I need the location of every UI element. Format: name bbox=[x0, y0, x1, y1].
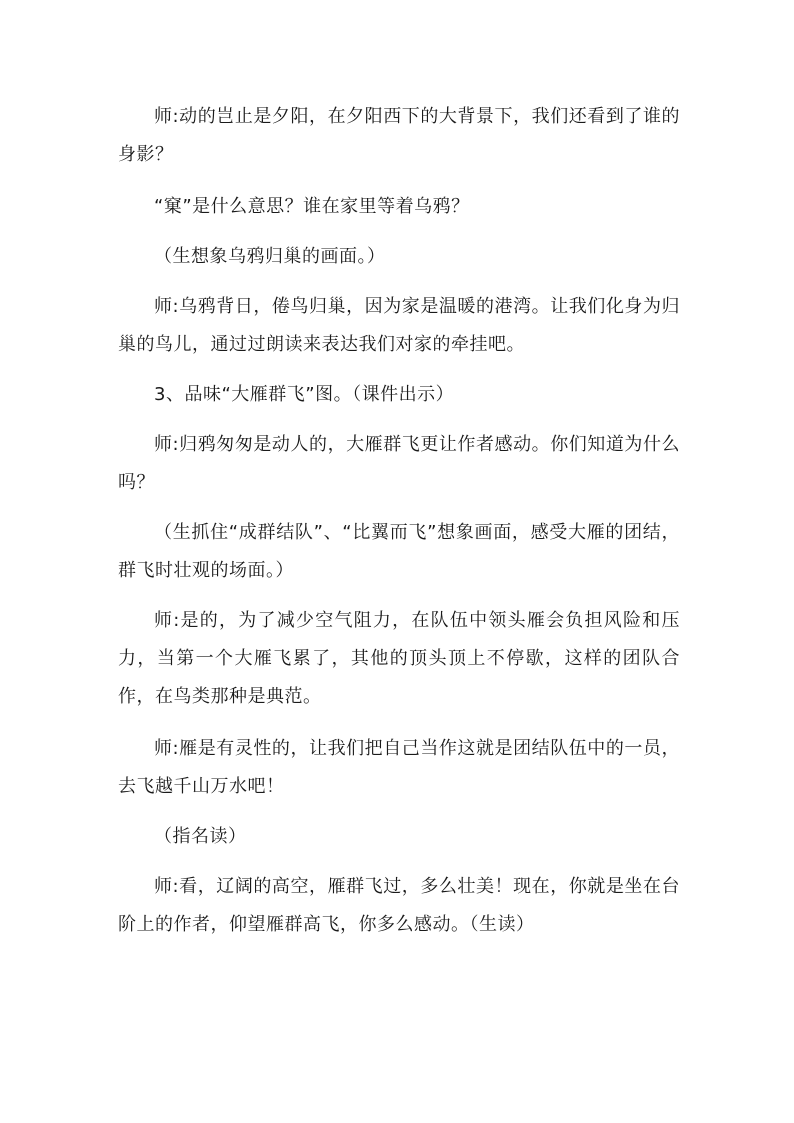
paragraph: 师:动的岂止是夕阳，在夕阳西下的大背景下，我们还看到了谁的身影？ bbox=[118, 106, 680, 165]
paragraph: （生想象乌鸦归巢的画面。） bbox=[154, 246, 386, 267]
paragraph: 师:乌鸦背日，倦鸟归巢，因为家是温暖的港湾。让我们化身为归巢的鸟儿，通过过朗读来表达我们对家的牵挂吧。 bbox=[118, 296, 680, 355]
paragraph: 师:是的，为了减少空气阻力，在队伍中领头雁会负担风险和压力，当第一个大雁飞累了，其他的顶头顶上不停歇，这样的团队合作，在鸟类那种是典范。 bbox=[118, 610, 680, 707]
paragraph: 师:看，辽阔的高空，雁群飞过，多么壮美！现在，你就是坐在台阶上的作者，仰望雁群高飞，你多么感动。（生读） bbox=[118, 876, 680, 935]
paragraph: 师:归鸦匆匆是动人的，大雁群飞更让作者感动。你们知道为什么吗？ bbox=[118, 434, 680, 493]
document-body bbox=[118, 98, 680, 944]
paragraph: “窠”是什么意思？谁在家里等着乌鸦？ bbox=[154, 196, 470, 217]
paragraph: （指名读） bbox=[154, 826, 247, 847]
paragraph: （生抓住“成群结队”、“比翼而飞”想象画面，感受大雁的团结，群飞时壮观的场面。） bbox=[118, 522, 680, 581]
paragraph: 师:雁是有灵性的，让我们把自己当作这就是团结队伍中的一员，去飞越千山万水吧！ bbox=[118, 738, 680, 797]
paragraph: 3、品味“大雁群飞”图。（课件出示） bbox=[154, 384, 455, 405]
